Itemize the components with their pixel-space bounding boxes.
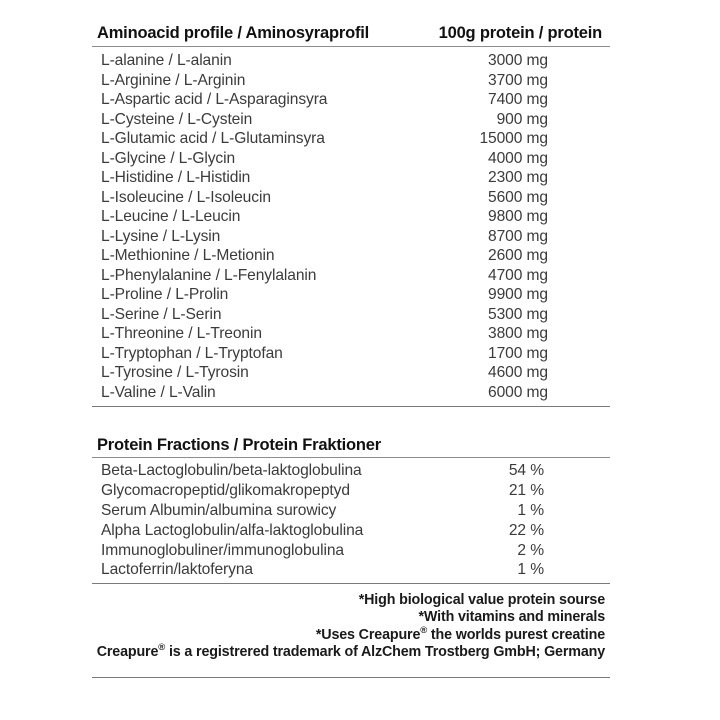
aminoacid-amount: 6000 mg xyxy=(488,383,548,401)
table-row xyxy=(92,521,610,541)
aminoacid-name: L-Valine / L-Valin xyxy=(101,383,216,401)
fraction-name: Immunoglobuliner/immunoglobulina xyxy=(101,541,344,559)
footnotes xyxy=(60,592,605,661)
registered-trademark-icon: ® xyxy=(420,624,428,636)
fraction-percent: 22 % xyxy=(508,521,544,539)
table-row xyxy=(92,481,610,501)
protein-fractions-bottom-rule xyxy=(92,583,610,584)
table-row xyxy=(92,207,610,227)
aminoacid-amount: 9800 mg xyxy=(488,208,548,225)
table-row xyxy=(92,129,610,149)
aminoacid-amount: 900 mg xyxy=(496,110,548,128)
fraction-name: Glycomacropeptid/glikomakropeptyd xyxy=(101,481,350,499)
footnote-line-3 xyxy=(60,624,605,644)
protein-fractions-rows xyxy=(92,458,610,580)
table-row xyxy=(92,305,610,325)
aminoacid-name: L-Isoleucine / L-Isoleucin xyxy=(101,188,271,206)
table-row xyxy=(92,344,610,364)
footer-rule xyxy=(92,677,610,678)
aminoacid-name: L-Glycine / L-Glycin xyxy=(101,149,236,167)
table-row xyxy=(92,168,610,188)
fraction-name: Alpha Lactoglobulin/alfa-laktoglobulina xyxy=(101,521,364,539)
aminoacid-amount: 5600 mg xyxy=(488,188,548,206)
fraction-percent: 2 % xyxy=(517,541,544,559)
footnote-line-1: *High biological value protein sourse xyxy=(358,592,605,608)
aminoacid-amount: 3800 mg xyxy=(488,325,548,342)
aminoacid-name: L-Histidine / L-Histidin xyxy=(101,169,251,186)
table-row xyxy=(92,266,610,286)
table-row xyxy=(92,363,610,383)
table-row xyxy=(92,560,610,580)
aminoacid-name: L-Tyrosine / L-Tyrosin xyxy=(101,364,249,381)
aminoacid-amount: 3000 mg xyxy=(488,52,548,69)
aminoacid-amount: 15000 mg xyxy=(479,130,548,147)
aminoacid-header-label: Aminoacid profile / Aminosyraprofil xyxy=(97,24,370,42)
aminoacid-rows xyxy=(92,47,610,402)
protein-fractions-table xyxy=(92,436,610,584)
aminoacid-name: L-Threonine / L-Treonin xyxy=(101,325,262,342)
table-row xyxy=(92,383,610,403)
aminoacid-amount: 1700 mg xyxy=(488,344,548,362)
footnote-4-prefix: Creapure xyxy=(96,643,159,660)
aminoacid-amount: 2300 mg xyxy=(488,169,548,186)
aminoacid-amount: 4000 mg xyxy=(488,149,548,167)
table-row xyxy=(92,227,610,247)
aminoacid-name: L-Arginine / L-Arginin xyxy=(101,71,246,89)
aminoacid-table-header xyxy=(92,24,610,46)
protein-fractions-heading: Protein Fractions / Protein Fraktioner xyxy=(97,436,381,454)
aminoacid-name: L-Lysine / L-Lysin xyxy=(101,227,221,245)
table-row xyxy=(92,188,610,208)
aminoacid-header-value: 100g protein / protein xyxy=(438,24,602,42)
aminoacid-name: L-Serine / L-Serin xyxy=(101,305,222,323)
fraction-name: Beta-Lactoglobulin/beta-laktoglobulina xyxy=(101,462,362,479)
fraction-percent: 1 % xyxy=(517,501,544,519)
table-row xyxy=(92,149,610,169)
aminoacid-name: L-Glutamic acid / L-Glutaminsyra xyxy=(101,130,325,147)
aminoacid-amount: 3700 mg xyxy=(488,71,548,89)
aminoacid-amount: 9900 mg xyxy=(488,286,548,303)
table-row xyxy=(92,501,610,521)
table-row xyxy=(92,461,610,481)
aminoacid-amount: 5300 mg xyxy=(488,305,548,323)
table-row xyxy=(92,541,610,561)
footnote-3-suffix: the worlds purest creatine xyxy=(427,626,605,643)
table-row xyxy=(92,285,610,305)
aminoacid-name: L-Methionine / L-Metionin xyxy=(101,247,275,264)
footnote-line-4 xyxy=(60,644,605,661)
aminoacid-amount: 7400 mg xyxy=(488,91,548,108)
aminoacid-name: L-Proline / L-Prolin xyxy=(101,286,229,303)
aminoacid-table xyxy=(92,24,610,407)
aminoacid-name: L-Aspartic acid / L-Asparaginsyra xyxy=(101,91,328,108)
fraction-name: Lactoferrin/laktoferyna xyxy=(101,561,253,579)
table-row xyxy=(92,90,610,110)
footnote-4-suffix: is a registrered trademark of AlzChem Trostberg GmbH; Germany xyxy=(165,643,605,660)
aminoacid-name: L-Tryptophan / L-Tryptofan xyxy=(101,344,283,362)
fraction-percent: 1 % xyxy=(517,561,544,579)
aminoacid-name: L-Phenylalanine / L-Fenylalanin xyxy=(101,266,317,284)
footnote-3-prefix: *Uses Creapure xyxy=(315,626,421,643)
aminoacid-amount: 4600 mg xyxy=(488,364,548,381)
table-row xyxy=(92,246,610,266)
table-row xyxy=(92,324,610,344)
aminoacid-amount: 8700 mg xyxy=(488,227,548,245)
aminoacid-amount: 2600 mg xyxy=(488,247,548,264)
table-row xyxy=(92,71,610,91)
aminoacid-name: L-Cysteine / L-Cystein xyxy=(101,110,253,128)
aminoacid-name: L-alanine / L-alanin xyxy=(101,52,232,69)
aminoacid-amount: 4700 mg xyxy=(488,266,548,284)
table-row xyxy=(92,110,610,130)
fraction-name: Serum Albumin/albumina surowicy xyxy=(101,501,337,519)
fraction-percent: 54 % xyxy=(508,462,544,479)
fraction-percent: 21 % xyxy=(508,481,544,499)
registered-trademark-icon: ® xyxy=(158,642,166,654)
table-row xyxy=(92,51,610,71)
aminoacid-name: L-Leucine / L-Leucin xyxy=(101,208,241,225)
footnote-line-2: *With vitamins and minerals xyxy=(418,609,605,626)
aminoacid-bottom-rule xyxy=(92,406,610,407)
